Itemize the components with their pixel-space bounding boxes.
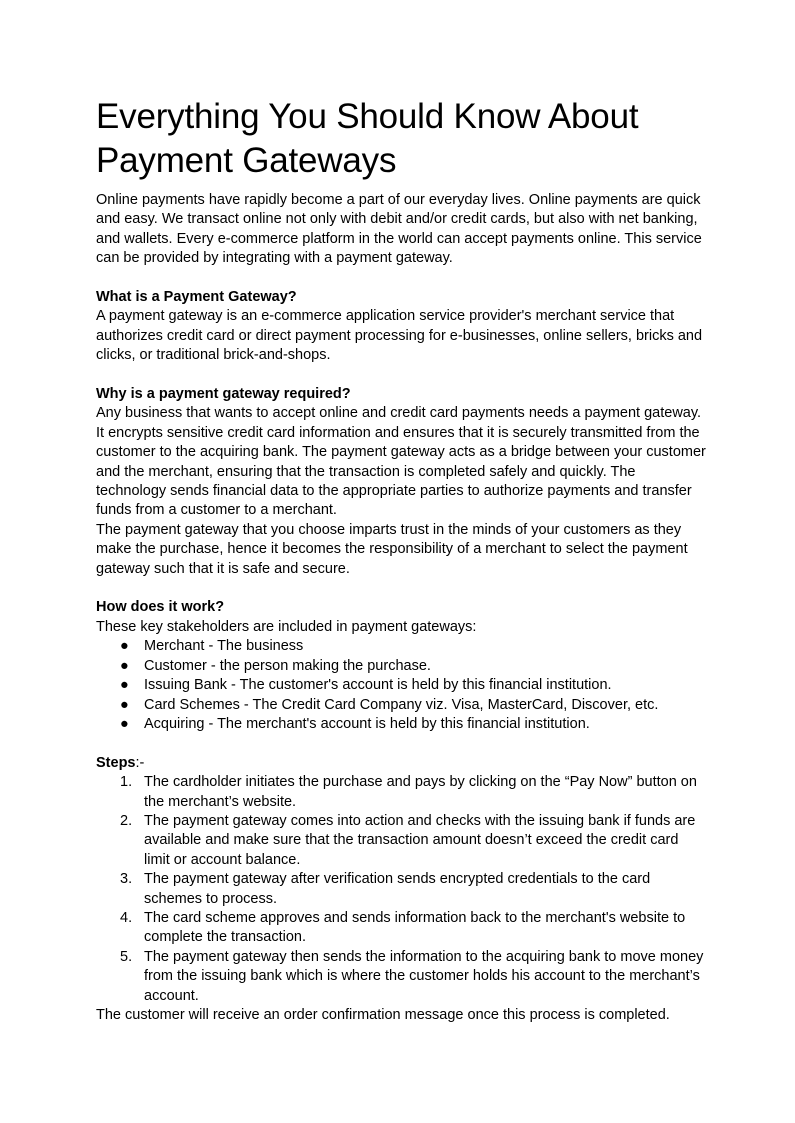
step-number: 5. — [120, 948, 133, 965]
steps-conclusion: The customer will receive an order confirmation message once this process is completed. — [96, 1007, 670, 1023]
step-text: The payment gateway then sends the information to the acquiring bank to move money from the issuing bank which is where the customer holds his account to the merchant’s account. — [144, 948, 704, 1004]
step-text: The payment gateway comes into action and checks with the issuing bank if funds are available and make sure that the transaction amount doesn’t exceed the credit card limit or account balance. — [144, 812, 696, 868]
spacer — [96, 269, 706, 288]
list-item — [96, 637, 706, 656]
list-item-text: Card Schemes - The Credit Card Company viz. Visa, MasterCard, Discover, etc. — [144, 696, 659, 713]
section-heading-what: What is a Payment Gateway? — [96, 289, 297, 306]
list-item — [96, 657, 706, 676]
section-heading-steps-line — [96, 754, 706, 773]
list-item-text: Merchant - The business — [144, 638, 304, 655]
section-text-why-2: The payment gateway that you choose imparts trust in the minds of your customers as they make the purchase, hence it becomes the responsibility of a merchant to select the payment gateway such that it is safe and secure. — [96, 521, 688, 577]
list-item-text: Acquiring - The merchant's account is held by this financial institution. — [144, 715, 590, 732]
document-body — [96, 191, 706, 1025]
step-text: The payment gateway after verification sends encrypted credentials to the card schemes to process. — [144, 871, 651, 907]
section-heading-steps-suffix: :- — [135, 754, 145, 771]
step-number: 1. — [120, 774, 133, 791]
intro-paragraph: Online payments have rapidly become a part of our everyday lives. Online payments are quick and easy. We transact online not only with debit and/or credit cards, but also with net banking, and wallets. Every e-commerce platform in the world can accept payments online. This service can be provided by integrating with a payment gateway. — [96, 192, 702, 267]
section-heading-why: Why is a payment gateway required? — [96, 386, 351, 403]
bullet-icon: ● — [120, 715, 129, 732]
list-item — [96, 715, 706, 734]
stakeholder-list — [96, 637, 706, 734]
list-item — [96, 948, 706, 1006]
bullet-icon: ● — [120, 677, 129, 694]
spacer — [96, 734, 706, 753]
step-text: The cardholder initiates the purchase and pays by clicking on the “Pay Now” button on the merchant’s website. — [144, 774, 697, 810]
bullet-icon: ● — [120, 638, 129, 655]
section-text-how-intro: These key stakeholders are included in payment gateways: — [96, 618, 477, 635]
section-heading-steps: Steps — [96, 754, 136, 771]
section-heading-how: How does it work? — [96, 599, 225, 616]
list-item — [96, 773, 706, 812]
spacer — [96, 579, 706, 598]
list-item — [96, 696, 706, 715]
bullet-icon: ● — [120, 696, 129, 713]
section-text-what: A payment gateway is an e-commerce application service provider's merchant service that authorizes credit card or direct payment processing for e-businesses, online sellers, bricks and clicks, or traditional brick-and-shops. — [96, 308, 703, 364]
list-item — [96, 812, 706, 870]
step-number: 4. — [120, 909, 133, 926]
step-text: The card scheme approves and sends information back to the merchant's website to complete the transaction. — [144, 909, 686, 946]
section-text-why-1: Any business that wants to accept online and credit card payments needs a payment gateway. It encrypts sensitive credit card information and ensures that it is securely transmitted from the customer to the acquiring bank. The payment gateway acts as a bridge between your customer and the merchant, ensuring that the transaction is completed safely and quickly. The technology sends financial data to the appropriate parties to authorize payments and transfer funds from a customer to a merchant. — [96, 405, 706, 519]
bullet-icon: ● — [120, 657, 129, 674]
list-item — [96, 676, 706, 695]
list-item — [96, 909, 706, 948]
step-number: 2. — [120, 812, 133, 829]
list-item-text: Customer - the person making the purchase. — [144, 657, 431, 674]
spacer — [96, 366, 706, 385]
steps-list — [96, 773, 706, 1006]
list-item — [96, 870, 706, 909]
step-number: 3. — [120, 871, 133, 888]
list-item-text: Issuing Bank - The customer's account is held by this financial institution. — [144, 677, 612, 694]
document-title: Everything You Should Know About Payment Gateways — [96, 97, 639, 180]
